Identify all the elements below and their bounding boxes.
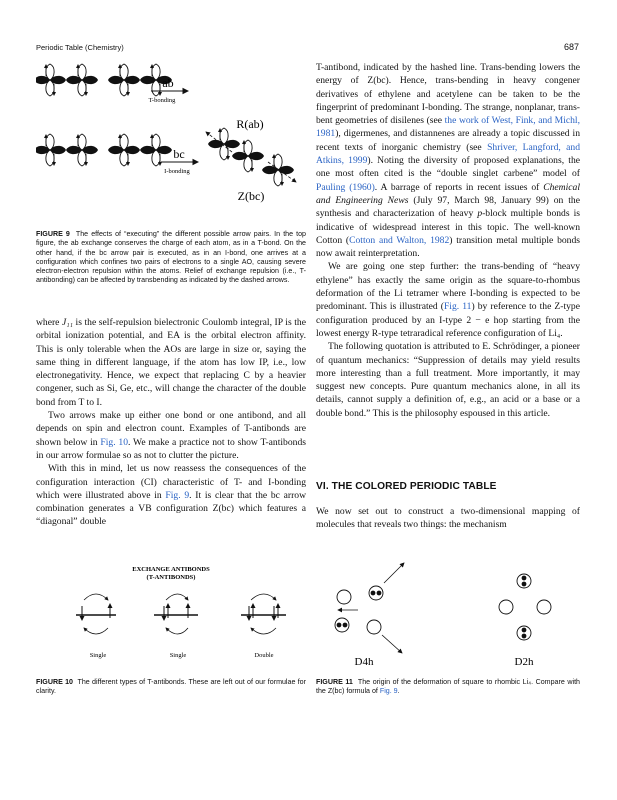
- label-rab: R(ab): [236, 117, 264, 131]
- running-title: Periodic Table (Chemistry): [36, 43, 124, 52]
- deform-arrow-2: [382, 635, 402, 653]
- li-atom-empty-left: [499, 600, 513, 614]
- fig9-link[interactable]: Fig. 9: [165, 489, 190, 501]
- figure-10-title-1: EXCHANGE ANTIBONDS: [132, 566, 210, 573]
- deform-arrow-1: [384, 563, 404, 583]
- label-single-1: Single: [89, 652, 107, 659]
- figure-10-title-2: (T-ANTIBONDS): [146, 574, 196, 581]
- t-antibond-single-1: [76, 594, 116, 634]
- label-zbc: Z(bc): [237, 189, 265, 203]
- t-antibond-single-2: [154, 594, 198, 634]
- left-column-text: [36, 316, 306, 529]
- orbital-7: [108, 134, 140, 166]
- right-column-text: [316, 61, 580, 420]
- label-single-2: Single: [169, 652, 187, 659]
- label-double: Double: [254, 652, 274, 659]
- paragraph-r2: We are going one step further: the trans-bending of “heavy ethylene” has exactly the same origin as the square-to-rhombus deformation of the Li tetramer where I-bonding is expected to be predominant. This is illustrated (Fig. 11) by reference to the Z-type configuration produced by an I-type 2 − e hop starting from the lowest energy R-type tetraradical reference configuration of Li₄.: [316, 261, 580, 339]
- j11-symbol: J₁₁: [62, 317, 73, 328]
- paragraph-3: With this in mind, let us now reassess the consequences of the configuration interaction (CI) characteristic of T- and I-bonding which were illustrated above in Fig. 9. It is clear that the bc arrow combination generates a VB configuration Z(bc) which features a “diagonal” double: [36, 463, 306, 528]
- label-ab: ab: [162, 76, 174, 90]
- label-t-bonding: T-bonding: [148, 97, 176, 104]
- right-column-text-2: [316, 505, 580, 532]
- shriver-link[interactable]: Shriver, Langford, and Atkins, 1999: [316, 141, 580, 167]
- figure-10-caption-text: The different types of T-antibonds. These are left out of our formulae for clarity.: [36, 678, 306, 696]
- paragraph-r4: We now set out to construct a two-dimensional mapping of molecules that reveals two things: the mechanism: [316, 506, 580, 531]
- fig9-link-2[interactable]: Fig. 9: [379, 687, 398, 696]
- paragraph-r1: T-antibond, indicated by the hashed line. Trans-bending lowers the energy of Z(bc). Hence, trans-bending in heavy congener derivatives of ethylene and acetylene can be taken to be the fingerprint of predominant I-bonding. The strange, nonplanar, trans-bent geometries of disilenes (see the work of West, Fink, and Michl, 1981), digermenes, and distannenes are already a topic discussed in recent texts of inorganic chemistry (see Shriver, Langford, and Atkins, 1999). Noting the diversity of proposed explanations, the one most often cited is the “double singlet carbene” model of Pauling (1960). A barrage of reports in recent issues of Chemical and Engineering News (July 97, March 98, January 99) on the synthesis and characterization of heavy p-block multiple bonds is indicative of widespread interest in this topic. The well-known Cotton (Cotton and Walton, 1982) transition metal multiple bonds now await reinterpretation.: [316, 62, 580, 260]
- orbital-5: [36, 134, 66, 166]
- section-heading: VI. THE COLORED PERIODIC TABLE: [316, 481, 497, 492]
- figure-9-caption-text: The effects of “executing” the different possible arrow pairs. In the top figure, the ab exchange conserves the charge of each atom, as in a T-bond. On the other hand, if the bc arrow pair is executed, as in an I-bond, one arrives at a configuration which confines two pairs of electrons to a single AO, causing severe electron-electron repulsion within the atoms. Relief of exchange repulsion (i.e., T-antibonding) can be affected by transbending as indicated by the dashed arrows.: [36, 230, 307, 285]
- figure-11: [316, 555, 581, 670]
- li-atom-empty-right: [537, 600, 551, 614]
- cotton-walton-link[interactable]: Cotton and Walton, 1982: [349, 234, 450, 246]
- figure-11-caption-label: FIGURE 11: [316, 678, 353, 686]
- li-atom-empty-2: [367, 620, 381, 634]
- figure-9: [36, 58, 306, 223]
- paragraph-r3: The following quotation is attributed to E. Schrödinger, a pioneer of quantum mechanics: “Suppression of details may yield results more interesting than a full treatment. More importantly, it may suggest new concepts. Pure quantum mechanics alone, in all its details, cannot supply a definition of, e.g., an acid or a base or a double bond.” This is the philosophy espoused in this article.: [316, 341, 580, 419]
- paragraph-1: where J₁₁ is the self-repulsion bielectronic Coulomb integral, IP is the orbital ionization potential, and EA is the orbital electron affinity. This is only tolerable when the AOs are large in size or, saying the same thing in different language, if the atom has low IP, i.e., low electronegativity. Hence, we expect that replacing C by a heavier congener, such as Si, Ge, etc., will change the character of the double bond from T to I.: [36, 317, 306, 408]
- figure-9-caption: [36, 230, 306, 286]
- figure-9-caption-label: FIGURE 9: [36, 230, 70, 238]
- label-d2h: D2h: [514, 656, 534, 668]
- label-bc: bc: [173, 147, 185, 161]
- figure-10-caption: [36, 678, 306, 697]
- paragraph-2: Two arrows make up either one bond or one antibond, and all depends on spin and electron count. Examples of T-antibonds are shown below in Fig. 10. We make a practice not to show T-antibonds in our arrow formulae so as not to clutter the picture.: [36, 410, 306, 461]
- fig10-link[interactable]: Fig. 10: [100, 436, 129, 448]
- orbital-3: [108, 64, 140, 96]
- pauling-link[interactable]: Pauling (1960): [316, 181, 375, 193]
- figure-10-caption-label: FIGURE 10: [36, 678, 74, 686]
- label-i-bonding: I-bonding: [164, 168, 190, 175]
- label-d4h: D4h: [354, 656, 374, 668]
- orbital-2: [66, 64, 98, 96]
- figure-10: [36, 560, 306, 675]
- fig11-link[interactable]: Fig. 11: [443, 301, 472, 313]
- li-atom-empty-1: [337, 590, 351, 604]
- orbital-1: [36, 64, 66, 96]
- orbital-8: [140, 134, 172, 166]
- page-number: 687: [563, 42, 579, 52]
- orbital-6: [66, 134, 98, 166]
- journal-title: Chemical and Engineering News: [316, 181, 580, 206]
- t-antibond-double: [241, 594, 286, 634]
- orbital-11: [262, 154, 294, 186]
- west-fink-michl-link[interactable]: the work of West, Fink, and Michl, 1981: [316, 115, 580, 140]
- figure-11-caption: FIGURE 11 The origin of the deformation of square to rhombic Li₄. Compare with the Z(bc) formula of Fig. 9.: [316, 678, 580, 696]
